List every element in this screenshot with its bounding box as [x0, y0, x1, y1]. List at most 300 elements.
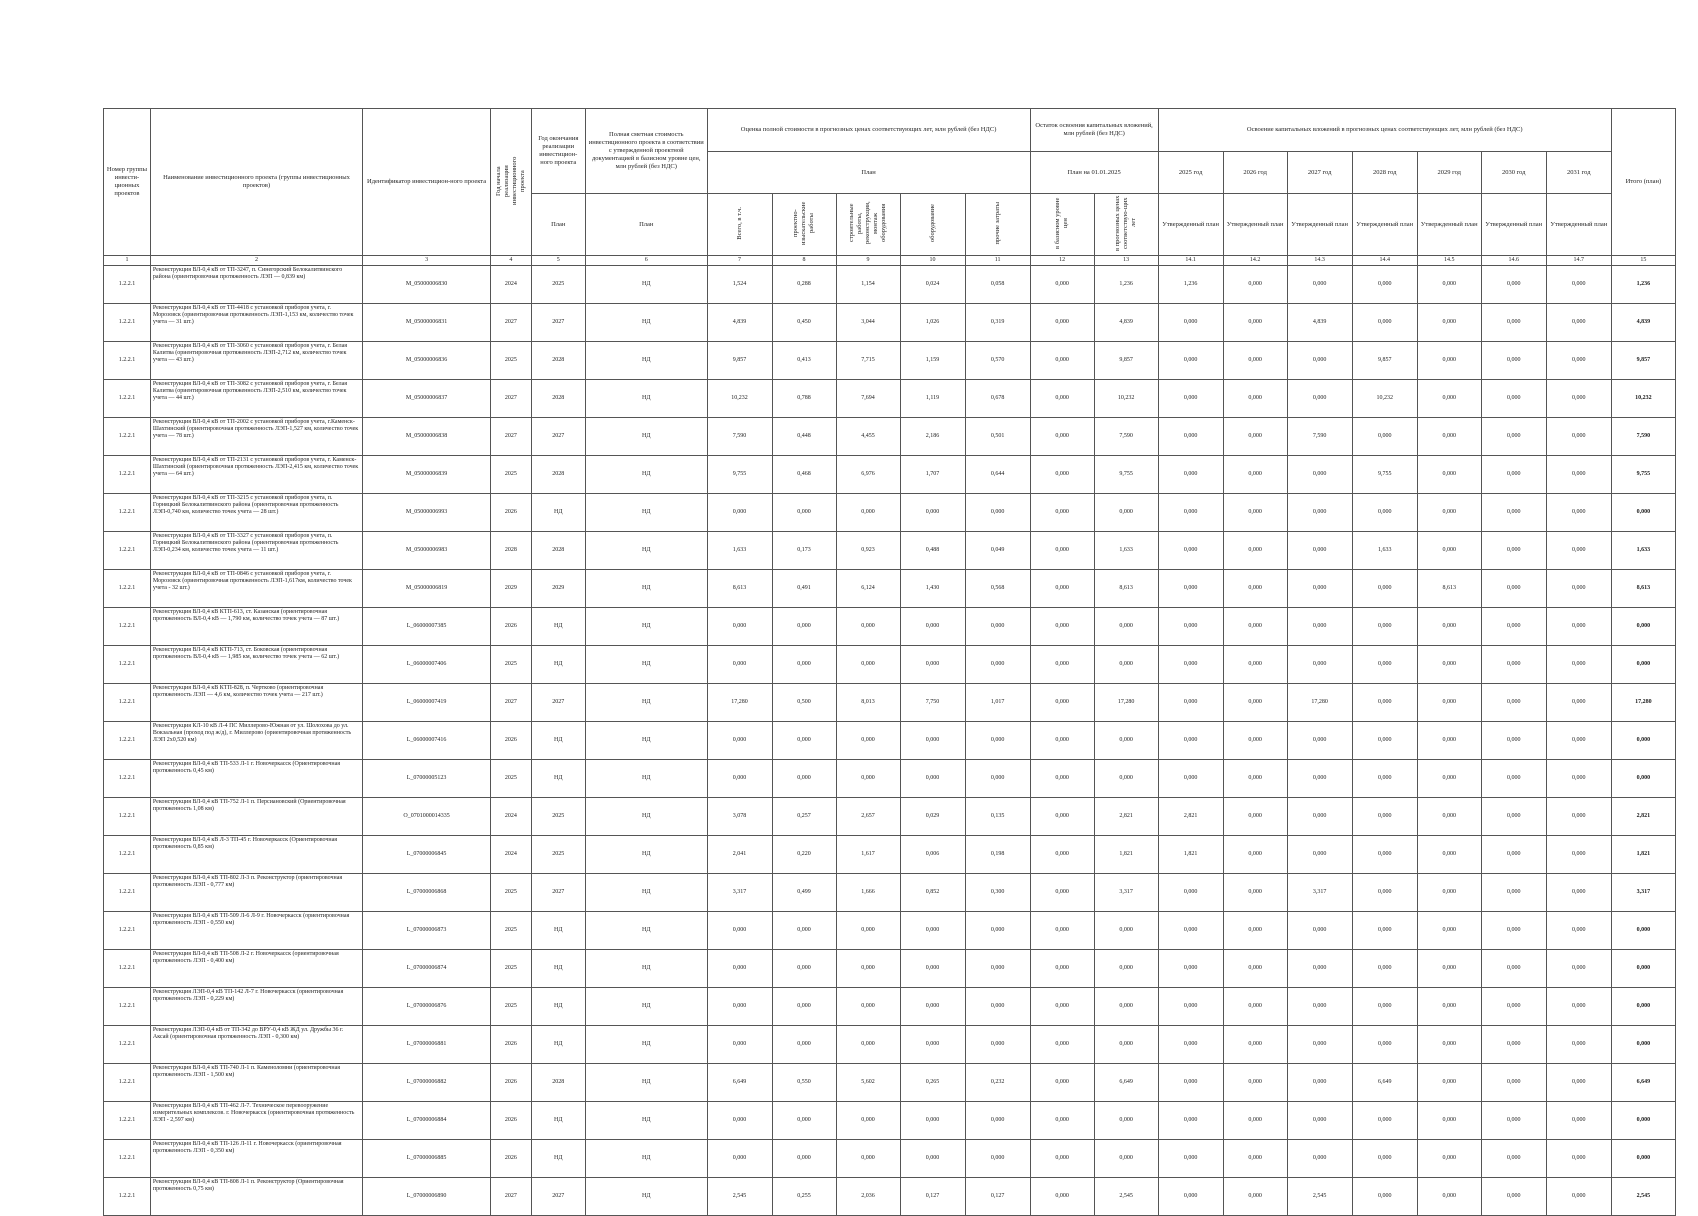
value-cell: 0,000: [1546, 532, 1611, 570]
header-c8: [772, 194, 836, 256]
value-cell: 0,135: [965, 798, 1030, 836]
value-cell: 0,000: [1158, 684, 1223, 722]
table-row: [104, 836, 1676, 874]
value-cell: 0,000: [1481, 570, 1546, 608]
header-project-id: Идентификатор инвестицион-ного проекта: [363, 109, 491, 256]
total-cell: 3,317: [1611, 874, 1675, 912]
total-cell: 0,000: [1611, 1102, 1675, 1140]
total-cell: 9,857: [1611, 342, 1675, 380]
value-cell: 0,000: [1030, 608, 1094, 646]
header-start-year-label: Год начала реализации инвестиционного проекта: [494, 156, 526, 205]
value-cell: 0,000: [900, 494, 965, 532]
value-cell: 2,545: [1287, 1178, 1352, 1216]
value-cell: 0,000: [1030, 342, 1094, 380]
project-name-cell: Реконструкция ВЛ-0,4 кВ от ТП-3215 с установкой приборов учета, п. Горняцкий Белокалитвинского района (ориентировочная протяженность ЛЭП-0,740 км, количество точек учета — 28 шт.): [150, 494, 362, 532]
value-cell: 0,000: [1352, 570, 1417, 608]
value-cell: 0,000: [900, 912, 965, 950]
value-cell: 0,000: [1287, 532, 1352, 570]
value-cell: 9,857: [707, 342, 772, 380]
column-number: 8: [772, 256, 836, 266]
total-cell: 9,755: [1611, 456, 1675, 494]
value-cell: 0,000: [1546, 304, 1611, 342]
estimate-cost-cell: НД: [585, 1064, 707, 1102]
header-year-2026: 2026 год: [1223, 152, 1287, 194]
value-cell: 0,000: [1546, 988, 1611, 1026]
value-cell: 3,317: [1094, 874, 1158, 912]
estimate-cost-cell: НД: [585, 570, 707, 608]
value-cell: 1,026: [900, 304, 965, 342]
value-cell: 6,649: [1094, 1064, 1158, 1102]
value-cell: 0,000: [772, 1140, 836, 1178]
value-cell: 0,000: [1481, 912, 1546, 950]
header-approved-2028: Утвержденный план: [1352, 194, 1417, 256]
group-number-cell: 1.2.2.1: [104, 418, 151, 456]
value-cell: 0,852: [900, 874, 965, 912]
project-id-cell: L_07000006882: [363, 1064, 491, 1102]
value-cell: 0,000: [1223, 570, 1287, 608]
value-cell: 0,000: [1158, 1102, 1223, 1140]
value-cell: 0,000: [836, 988, 900, 1026]
value-cell: 0,000: [1223, 760, 1287, 798]
value-cell: 0,450: [772, 304, 836, 342]
project-id-cell: M_05000006839: [363, 456, 491, 494]
group-number-cell: 1.2.2.1: [104, 1026, 151, 1064]
value-cell: 0,000: [1158, 494, 1223, 532]
value-cell: 0,568: [965, 570, 1030, 608]
value-cell: 0,000: [965, 1140, 1030, 1178]
value-cell: 0,000: [1287, 988, 1352, 1026]
value-cell: 0,000: [900, 1026, 965, 1064]
column-number: 4: [491, 256, 532, 266]
value-cell: 0,000: [900, 1140, 965, 1178]
value-cell: 0,000: [1287, 342, 1352, 380]
value-cell: 0,127: [900, 1178, 965, 1216]
value-cell: 0,000: [1094, 1102, 1158, 1140]
value-cell: 0,000: [1481, 874, 1546, 912]
header-year-2031: 2031 год: [1546, 152, 1611, 194]
value-cell: 0,000: [1158, 1178, 1223, 1216]
value-cell: 0,000: [1030, 912, 1094, 950]
project-id-cell: L_06000007385: [363, 608, 491, 646]
estimate-cost-cell: НД: [585, 266, 707, 304]
value-cell: 0,000: [707, 722, 772, 760]
value-cell: 1,236: [1158, 266, 1223, 304]
estimate-cost-cell: НД: [585, 950, 707, 988]
table-row: [104, 418, 1676, 456]
value-cell: 0,000: [1287, 266, 1352, 304]
value-cell: 0,000: [1352, 646, 1417, 684]
value-cell: 0,000: [1481, 532, 1546, 570]
header-approved-2031: Утвержденный план: [1546, 194, 1611, 256]
value-cell: 0,000: [772, 1102, 836, 1140]
estimate-cost-cell: НД: [585, 722, 707, 760]
header-project-name: Наименование инвестиционного проекта (группы инвестиционных проектов): [150, 109, 362, 256]
project-id-cell: L_06000007416: [363, 722, 491, 760]
value-cell: 0,000: [1417, 1102, 1481, 1140]
value-cell: 0,000: [1417, 646, 1481, 684]
value-cell: 1,236: [1094, 266, 1158, 304]
value-cell: 0,000: [1352, 608, 1417, 646]
column-number: 14.3: [1287, 256, 1352, 266]
column-number: 14.2: [1223, 256, 1287, 266]
value-cell: 0,000: [1481, 304, 1546, 342]
group-number-cell: 1.2.2.1: [104, 798, 151, 836]
value-cell: 2,545: [1094, 1178, 1158, 1216]
column-number: 3: [363, 256, 491, 266]
value-cell: 0,000: [1223, 836, 1287, 874]
estimate-cost-cell: НД: [585, 988, 707, 1026]
value-cell: 0,644: [965, 456, 1030, 494]
value-cell: 0,000: [1481, 1026, 1546, 1064]
start-year-cell: 2025: [491, 912, 532, 950]
header-c7: [707, 194, 772, 256]
value-cell: 0,000: [1158, 570, 1223, 608]
value-cell: 1,617: [836, 836, 900, 874]
project-name-cell: Реконструкция ВЛ-0,4 кВ от ТП-3247, п. Синегорский Белокалитвинского района (ориентировочная протяженность ЛЭП — 0,839 км): [150, 266, 362, 304]
value-cell: 7,590: [707, 418, 772, 456]
value-cell: 0,000: [1030, 950, 1094, 988]
value-cell: 0,000: [1094, 950, 1158, 988]
estimate-cost-cell: НД: [585, 684, 707, 722]
total-cell: 0,000: [1611, 912, 1675, 950]
value-cell: 0,000: [1223, 304, 1287, 342]
value-cell: 0,000: [1287, 646, 1352, 684]
value-cell: 0,000: [1030, 266, 1094, 304]
project-id-cell: M_05000006831: [363, 304, 491, 342]
project-id-cell: L_07000006874: [363, 950, 491, 988]
value-cell: 0,000: [1287, 1064, 1352, 1102]
total-cell: 1,633: [1611, 532, 1675, 570]
value-cell: 0,000: [1223, 1026, 1287, 1064]
value-cell: 0,000: [1030, 760, 1094, 798]
start-year-cell: 2026: [491, 608, 532, 646]
project-name-cell: Реконструкция ВЛ-0,4 кВ КТП-713, ст. Боковская (ориентировочная протяженность ВЛ-0,4 кВ — 1,985 км, количество точек учета — 62 шт.): [150, 646, 362, 684]
total-cell: 0,000: [1611, 646, 1675, 684]
value-cell: 0,000: [1287, 1026, 1352, 1064]
value-cell: 0,000: [1417, 1178, 1481, 1216]
value-cell: 0,000: [1030, 570, 1094, 608]
value-cell: 0,232: [965, 1064, 1030, 1102]
project-name-cell: Реконструкция ВЛ-0,4 кВ от ТП-2131 с установкой приборов учета, г. Каменск-Шахтинский (ориентировочная протяженность ЛЭП-2,415 км, количество точек учета — 64 шт.): [150, 456, 362, 494]
value-cell: 0,000: [1158, 1026, 1223, 1064]
value-cell: 0,000: [1546, 418, 1611, 456]
project-id-cell: L_07000006885: [363, 1140, 491, 1178]
table-row: [104, 608, 1676, 646]
end-year-cell: 2028: [531, 532, 585, 570]
value-cell: 0,550: [772, 1064, 836, 1102]
project-name-cell: Реконструкция ЛЭП-0,4 кВ от ТП-342 до ВРУ-0,4 кВ ЖД ул. Дружбы 36 г. Аксай (ориентировочная протяженность ЛЭП - 0,300 км): [150, 1026, 362, 1064]
value-cell: 0,000: [1030, 1140, 1094, 1178]
end-year-cell: 2028: [531, 456, 585, 494]
value-cell: 0,000: [1030, 1102, 1094, 1140]
end-year-cell: 2025: [531, 266, 585, 304]
project-id-cell: M_05000006837: [363, 380, 491, 418]
value-cell: 0,000: [965, 760, 1030, 798]
value-cell: 0,413: [772, 342, 836, 380]
header-c10: [900, 194, 965, 256]
value-cell: 0,000: [1287, 1102, 1352, 1140]
value-cell: 0,000: [836, 608, 900, 646]
value-cell: 0,029: [900, 798, 965, 836]
value-cell: 0,488: [900, 532, 965, 570]
start-year-cell: 2025: [491, 342, 532, 380]
value-cell: 0,173: [772, 532, 836, 570]
end-year-cell: 2027: [531, 874, 585, 912]
value-cell: 0,500: [772, 684, 836, 722]
table-row: [104, 570, 1676, 608]
value-cell: 0,000: [1546, 836, 1611, 874]
value-cell: 8,013: [836, 684, 900, 722]
value-cell: 0,000: [1481, 798, 1546, 836]
value-cell: 1,154: [836, 266, 900, 304]
value-cell: 0,000: [1417, 532, 1481, 570]
value-cell: 9,755: [1352, 456, 1417, 494]
start-year-cell: 2025: [491, 950, 532, 988]
project-id-cell: L_07000006845: [363, 836, 491, 874]
value-cell: 0,000: [1287, 456, 1352, 494]
value-cell: 0,000: [1287, 912, 1352, 950]
estimate-cost-cell: НД: [585, 494, 707, 532]
value-cell: 0,319: [965, 304, 1030, 342]
value-cell: 0,000: [1287, 950, 1352, 988]
value-cell: 0,000: [1287, 570, 1352, 608]
value-cell: 0,300: [965, 874, 1030, 912]
table-row: [104, 798, 1676, 836]
estimate-cost-cell: НД: [585, 418, 707, 456]
value-cell: 10,232: [1094, 380, 1158, 418]
value-cell: 3,044: [836, 304, 900, 342]
start-year-cell: 2024: [491, 798, 532, 836]
start-year-cell: 2024: [491, 266, 532, 304]
group-number-cell: 1.2.2.1: [104, 532, 151, 570]
start-year-cell: 2025: [491, 456, 532, 494]
value-cell: 17,280: [1287, 684, 1352, 722]
start-year-cell: 2024: [491, 836, 532, 874]
value-cell: 7,750: [900, 684, 965, 722]
project-id-cell: L_07000006890: [363, 1178, 491, 1216]
value-cell: 0,923: [836, 532, 900, 570]
total-cell: 2,821: [1611, 798, 1675, 836]
start-year-cell: 2025: [491, 988, 532, 1026]
project-id-cell: M_05000006838: [363, 418, 491, 456]
value-cell: 0,000: [836, 1026, 900, 1064]
value-cell: 0,000: [1158, 456, 1223, 494]
value-cell: 0,000: [836, 646, 900, 684]
column-number: 13: [1094, 256, 1158, 266]
value-cell: 0,000: [707, 912, 772, 950]
project-id-cell: O_0701000014335: [363, 798, 491, 836]
estimate-cost-cell: НД: [585, 798, 707, 836]
value-cell: 6,649: [1352, 1064, 1417, 1102]
total-cell: 1,821: [1611, 836, 1675, 874]
value-cell: 0,000: [1158, 760, 1223, 798]
group-number-cell: 1.2.2.1: [104, 342, 151, 380]
value-cell: 0,000: [1094, 608, 1158, 646]
value-cell: 0,000: [1094, 760, 1158, 798]
value-cell: 0,000: [1352, 760, 1417, 798]
table-row: [104, 988, 1676, 1026]
value-cell: 0,000: [1481, 494, 1546, 532]
header-c11: [965, 194, 1030, 256]
value-cell: 0,678: [965, 380, 1030, 418]
value-cell: 17,280: [707, 684, 772, 722]
project-name-cell: Реконструкция ВЛ-0,4 кВ ТП-126 Л-11 г. Новочеркасск (ориентировочная протяженность ЛЭП - 0,350 км): [150, 1140, 362, 1178]
value-cell: 0,000: [1352, 1102, 1417, 1140]
value-cell: 0,000: [772, 760, 836, 798]
column-number: 14.1: [1158, 256, 1223, 266]
value-cell: 0,000: [1481, 342, 1546, 380]
value-cell: 0,000: [900, 722, 965, 760]
value-cell: 0,000: [1223, 266, 1287, 304]
header-c7-label: Всего, в т.ч.: [735, 206, 743, 240]
value-cell: 0,000: [965, 722, 1030, 760]
value-cell: 0,000: [1158, 950, 1223, 988]
start-year-cell: 2025: [491, 760, 532, 798]
project-name-cell: Реконструкция ВЛ-0,4 кВ ТП-752 Л-1 п. Персиановский (Ориентировочная протяженность 1,08 км): [150, 798, 362, 836]
header-c8-label: проектно-изыскательские работы: [792, 201, 816, 245]
value-cell: 0,000: [965, 1102, 1030, 1140]
value-cell: 0,000: [1223, 798, 1287, 836]
estimate-cost-cell: НД: [585, 532, 707, 570]
value-cell: 7,715: [836, 342, 900, 380]
header-year-2025: 2025 год: [1158, 152, 1223, 194]
value-cell: 0,000: [965, 912, 1030, 950]
value-cell: 2,186: [900, 418, 965, 456]
value-cell: 0,000: [900, 988, 965, 1026]
value-cell: 0,000: [1352, 836, 1417, 874]
value-cell: 0,000: [1481, 1140, 1546, 1178]
total-cell: 7,590: [1611, 418, 1675, 456]
value-cell: 0,000: [1030, 836, 1094, 874]
table-row: [104, 304, 1676, 342]
end-year-cell: НД: [531, 950, 585, 988]
estimate-cost-cell: НД: [585, 1026, 707, 1064]
header-end-year: Год окончания реализации инвестицион-ного проекта: [531, 109, 585, 194]
total-cell: 0,000: [1611, 1140, 1675, 1178]
end-year-cell: 2025: [531, 798, 585, 836]
project-name-cell: Реконструкция ВЛ-0,4 кВ от ТП-3082 с установкой приборов учета, г. Белая Калитва (ориентировочная протяженность ЛЭП-2,510 км, количество точек учета — 44 шт.): [150, 380, 362, 418]
value-cell: 10,232: [707, 380, 772, 418]
project-name-cell: Реконструкция ВЛ-0,4 кВ ТП-533 Л-1 г. Новочеркасск (Ориентировочная протяженность 0,45 км): [150, 760, 362, 798]
value-cell: 3,078: [707, 798, 772, 836]
value-cell: 0,000: [1417, 304, 1481, 342]
end-year-cell: 2028: [531, 342, 585, 380]
value-cell: 0,058: [965, 266, 1030, 304]
value-cell: 0,000: [1158, 304, 1223, 342]
total-cell: 0,000: [1611, 988, 1675, 1026]
value-cell: 0,000: [1094, 722, 1158, 760]
value-cell: 0,257: [772, 798, 836, 836]
value-cell: 0,127: [965, 1178, 1030, 1216]
value-cell: 1,633: [707, 532, 772, 570]
column-numbering-row: [104, 256, 1676, 266]
table-row: [104, 1140, 1676, 1178]
value-cell: 4,839: [1287, 304, 1352, 342]
value-cell: 0,000: [1546, 570, 1611, 608]
start-year-cell: 2027: [491, 418, 532, 456]
total-cell: 0,000: [1611, 1026, 1675, 1064]
value-cell: 0,000: [1481, 380, 1546, 418]
value-cell: 3,317: [1287, 874, 1352, 912]
group-number-cell: 1.2.2.1: [104, 950, 151, 988]
value-cell: 0,000: [772, 722, 836, 760]
value-cell: 1,666: [836, 874, 900, 912]
value-cell: 1,159: [900, 342, 965, 380]
value-cell: 0,000: [1287, 1140, 1352, 1178]
project-id-cell: L_07000006881: [363, 1026, 491, 1064]
value-cell: 0,000: [1030, 988, 1094, 1026]
value-cell: 0,288: [772, 266, 836, 304]
table-row: [104, 266, 1676, 304]
project-name-cell: Реконструкция ВЛ-0,4 кВ ТП-462 Л-7. Техническое перевооружение измерительных комплексов. г. Новочеркасск (ориентировочная протяженность ЛЭП - 2,597 км): [150, 1102, 362, 1140]
end-year-cell: 2029: [531, 570, 585, 608]
value-cell: 0,000: [772, 646, 836, 684]
value-cell: 0,000: [1417, 760, 1481, 798]
value-cell: 0,000: [1287, 380, 1352, 418]
project-id-cell: L_07000006876: [363, 988, 491, 1026]
table-row: [104, 456, 1676, 494]
value-cell: 0,000: [1223, 1140, 1287, 1178]
value-cell: 3,317: [707, 874, 772, 912]
project-id-cell: L_06000007406: [363, 646, 491, 684]
estimate-cost-cell: НД: [585, 304, 707, 342]
value-cell: 0,000: [1223, 418, 1287, 456]
estimate-cost-cell: НД: [585, 608, 707, 646]
end-year-cell: 2025: [531, 836, 585, 874]
table-row: [104, 1178, 1676, 1216]
value-cell: 0,000: [772, 912, 836, 950]
project-name-cell: Реконструкция ВЛ-0,4 кВ от ТП-3060 с установкой приборов учета, г. Белая Калитва (ориентировочная протяженность ЛЭП-2,712 км, количество точек учета — 43 шт.): [150, 342, 362, 380]
value-cell: 0,000: [1223, 646, 1287, 684]
value-cell: 8,613: [1417, 570, 1481, 608]
project-id-cell: M_05000006983: [363, 532, 491, 570]
group-number-cell: 1.2.2.1: [104, 608, 151, 646]
group-number-cell: 1.2.2.1: [104, 570, 151, 608]
value-cell: 0,000: [707, 494, 772, 532]
end-year-cell: 2027: [531, 684, 585, 722]
column-number: 1: [104, 256, 151, 266]
value-cell: 0,000: [1223, 456, 1287, 494]
value-cell: 0,000: [1352, 722, 1417, 760]
value-cell: 0,000: [772, 608, 836, 646]
value-cell: 0,000: [1417, 798, 1481, 836]
value-cell: 0,000: [1481, 950, 1546, 988]
value-cell: 0,000: [1481, 418, 1546, 456]
value-cell: 17,280: [1094, 684, 1158, 722]
table-row: [104, 760, 1676, 798]
start-year-cell: 2025: [491, 646, 532, 684]
value-cell: 0,006: [900, 836, 965, 874]
table-row: [104, 532, 1676, 570]
value-cell: 8,613: [707, 570, 772, 608]
value-cell: 0,000: [1352, 1026, 1417, 1064]
value-cell: 0,000: [772, 988, 836, 1026]
value-cell: 0,000: [1481, 266, 1546, 304]
header-cost-plan: План: [585, 194, 707, 256]
start-year-cell: 2027: [491, 684, 532, 722]
value-cell: 7,694: [836, 380, 900, 418]
value-cell: 0,000: [1417, 494, 1481, 532]
value-cell: 0,000: [1481, 1178, 1546, 1216]
value-cell: 10,232: [1352, 380, 1417, 418]
value-cell: 0,000: [1223, 494, 1287, 532]
start-year-cell: 2025: [491, 874, 532, 912]
end-year-cell: НД: [531, 1102, 585, 1140]
end-year-cell: НД: [531, 1140, 585, 1178]
start-year-cell: 2028: [491, 532, 532, 570]
estimate-cost-cell: НД: [585, 1102, 707, 1140]
end-year-cell: НД: [531, 646, 585, 684]
